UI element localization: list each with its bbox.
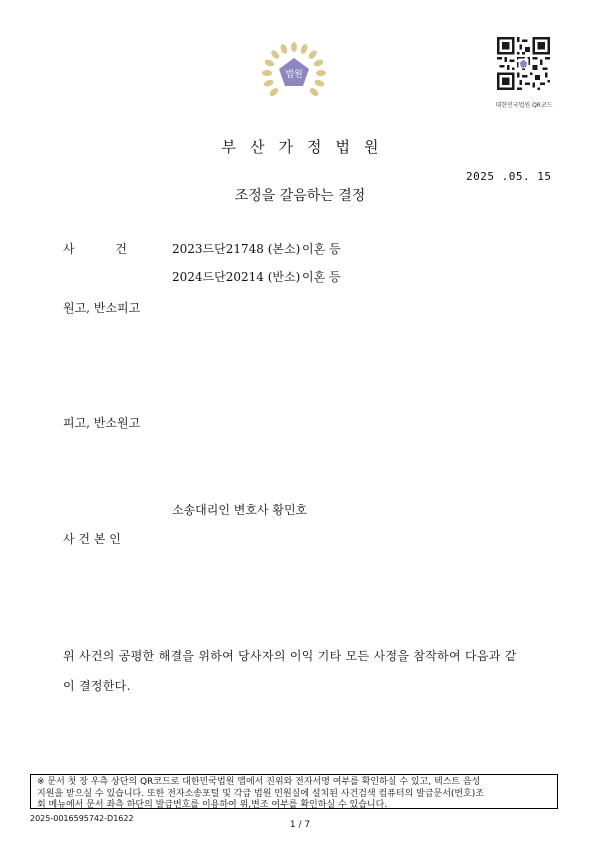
notice-line: ※ 문서 첫 장 우측 상단의 QR코드로 대한민국법원 앱에서 진위와 전자서명 여부를 확인하실 수 있고, 텍스트 음성 bbox=[37, 777, 481, 787]
case-label bbox=[63, 240, 127, 257]
decision-text-line: 이 결정한다. bbox=[63, 679, 131, 693]
principal-label: 사 건 본 인 bbox=[63, 532, 121, 546]
court-name: 부산가정법원 bbox=[221, 138, 393, 156]
emblem-text: 법원 bbox=[285, 70, 303, 80]
case-entry bbox=[172, 268, 341, 285]
defendant-label: 피고, 반소원고 bbox=[63, 416, 141, 430]
court-emblem-icon bbox=[262, 42, 326, 106]
decision-date: 2025 .05. 15 bbox=[466, 170, 552, 183]
case-entry bbox=[172, 240, 341, 257]
verification-notice bbox=[30, 774, 558, 809]
page-number: 1 / 7 bbox=[289, 820, 311, 830]
notice-line: 지원을 받으실 수 있습니다. 또한 전자소송포털 및 각급 법원 민원실에 설치된 사건검색 컴퓨터의 발급문서(번호)조 bbox=[37, 788, 485, 799]
notice-line: 회 메뉴에서 문서 좌측 하단의 발급번호를 이용하여 위,변조 여부를 확인하실 수 있습니다. bbox=[37, 800, 388, 810]
case-number: 2024드단20214 (반소) bbox=[172, 270, 301, 284]
issue-number: 2025-0016595742-D1622 bbox=[30, 814, 134, 823]
attorney-name: 소송대리인 변호사 황민호 bbox=[172, 503, 308, 517]
case-type: 이혼 등 bbox=[302, 242, 341, 256]
decision-text-line: 위 사건의 공평한 해결을 위하여 당사자의 이익 기타 모든 사정을 참작하여 다음과 같 bbox=[63, 649, 517, 663]
qr-caption: 대한민국법원 QR코드 bbox=[495, 102, 553, 109]
case-label-char: 사 bbox=[63, 242, 75, 256]
case-number: 2023드단21748 (본소) bbox=[172, 242, 301, 256]
qr-code-icon[interactable] bbox=[497, 37, 550, 90]
document-title: 조정을 갈음하는 결정 bbox=[234, 188, 366, 204]
case-type: 이혼 등 bbox=[302, 270, 341, 284]
plaintiff-label: 원고, 반소피고 bbox=[63, 301, 141, 315]
case-label-char: 건 bbox=[115, 242, 127, 256]
